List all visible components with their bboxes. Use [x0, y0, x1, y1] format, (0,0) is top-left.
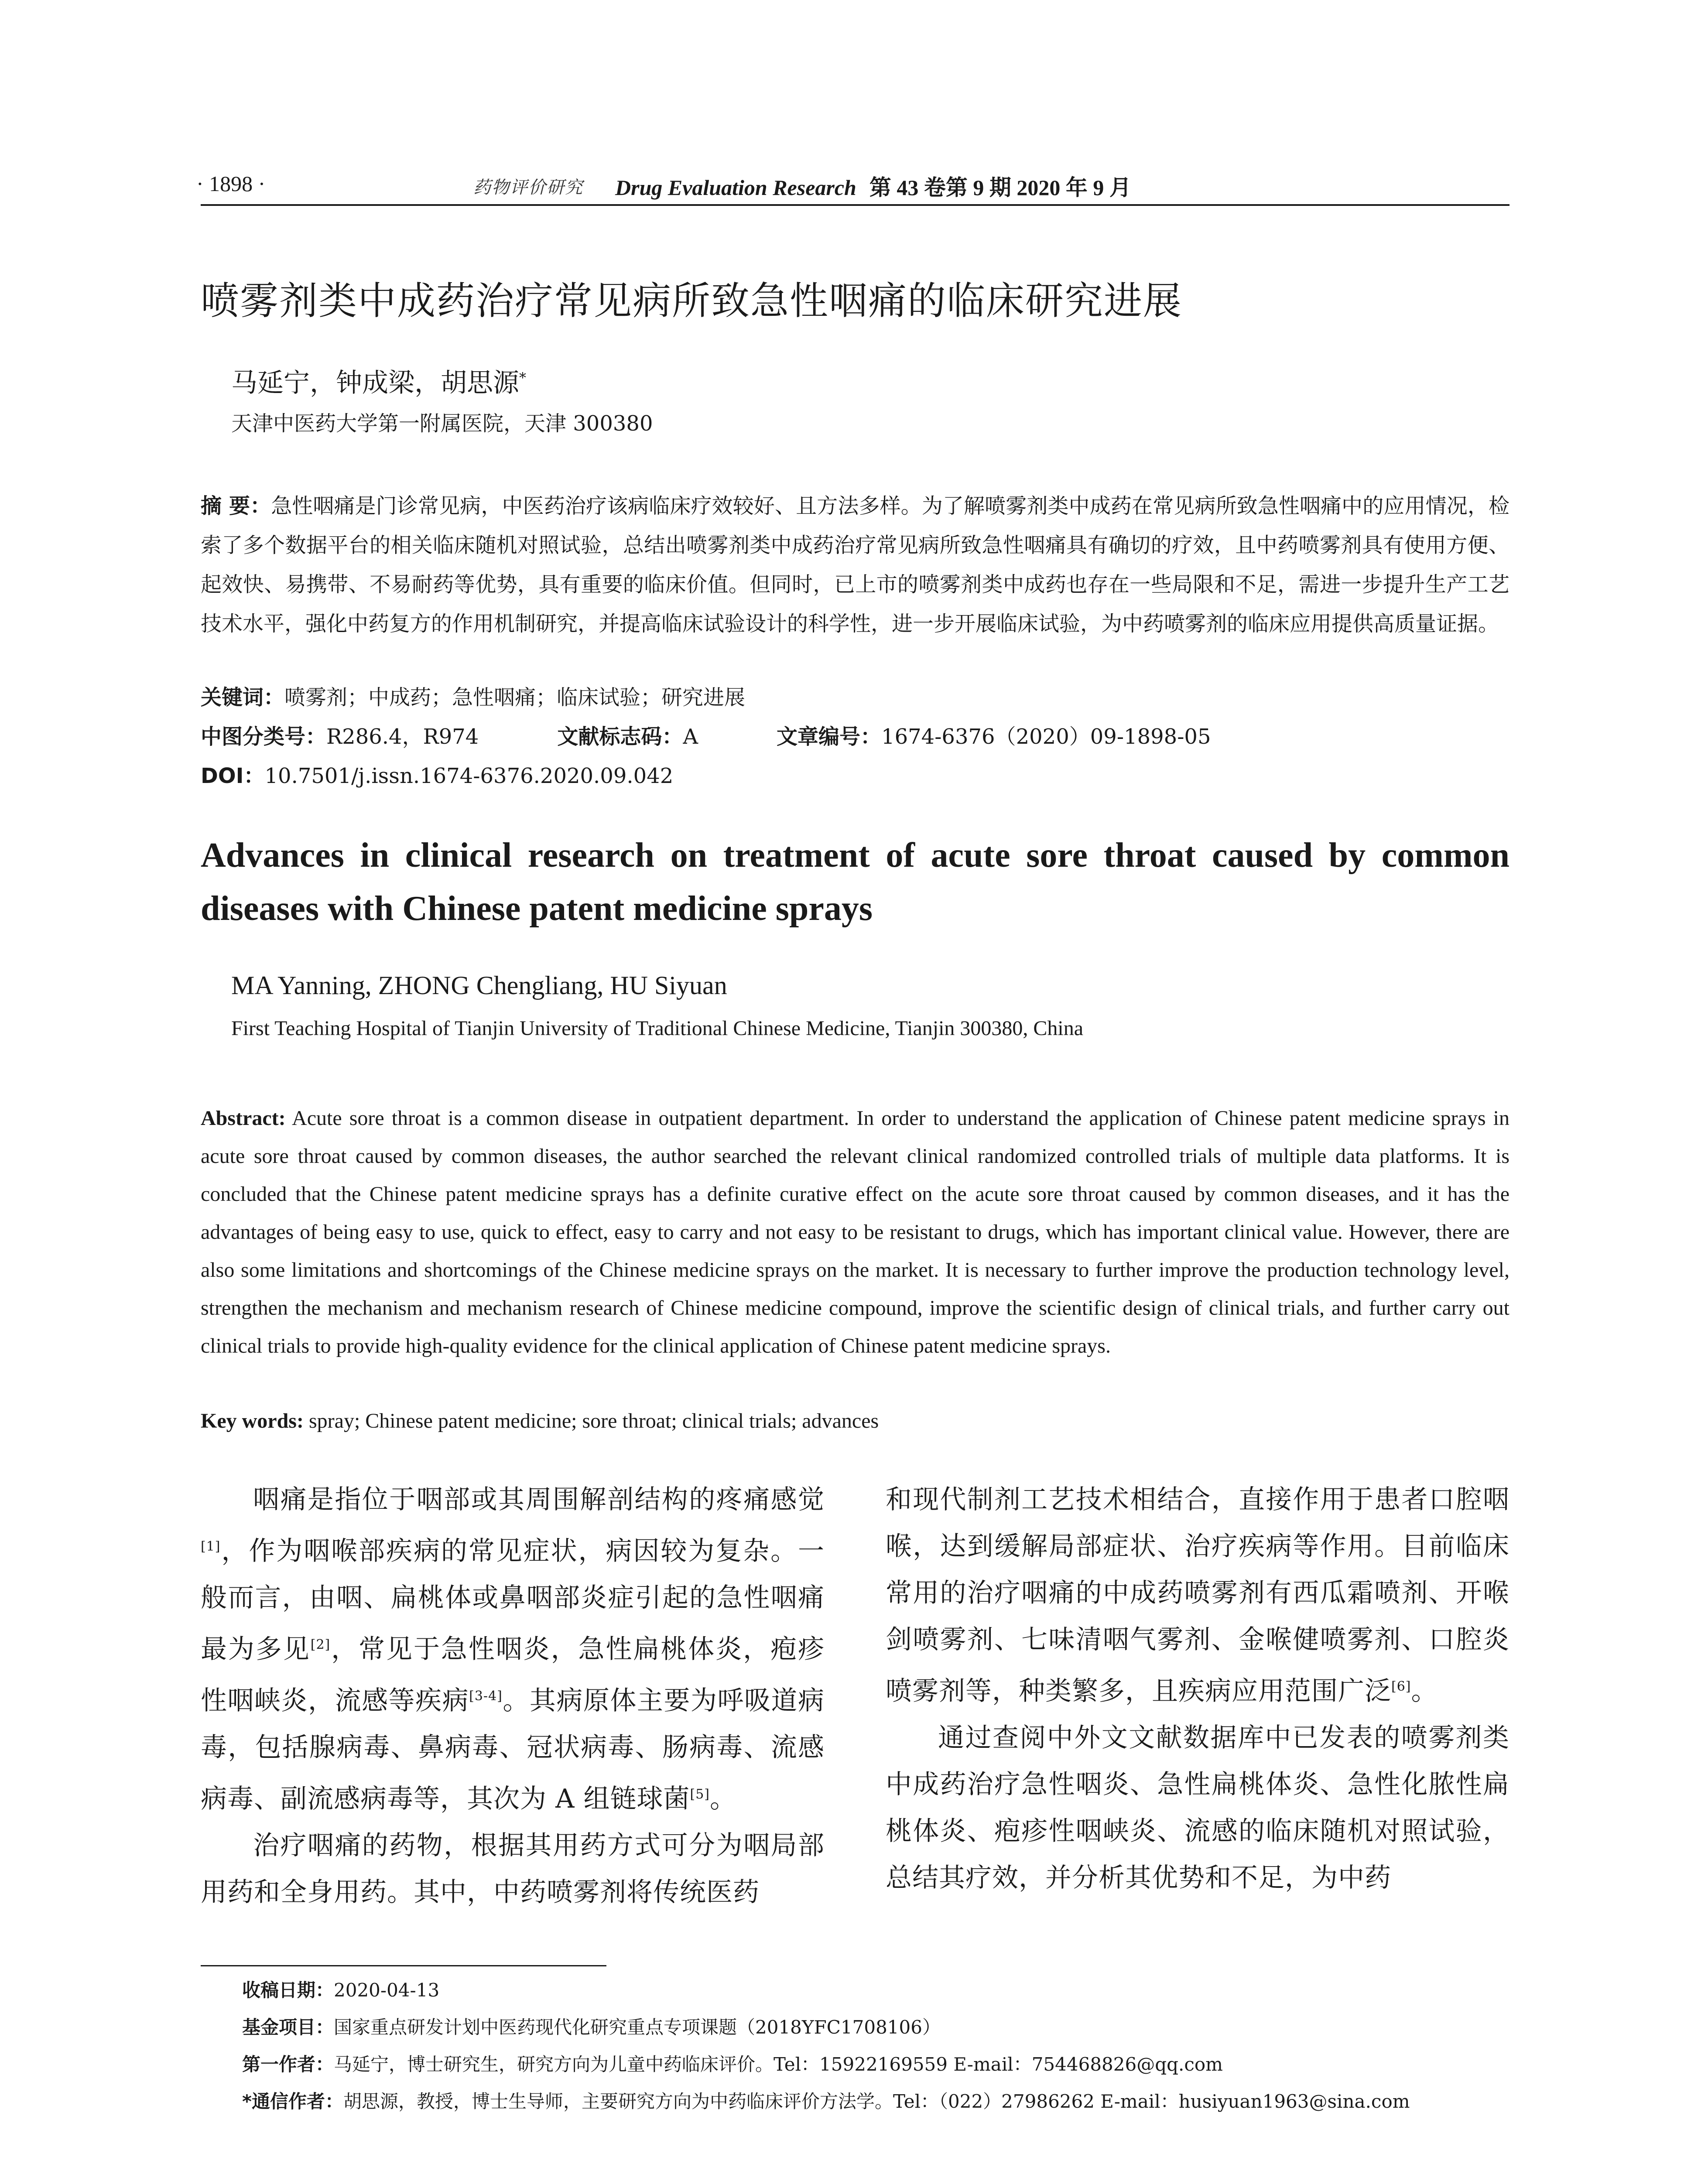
footnote-received [242, 1976, 439, 2002]
footnote-label: *通信作者： [242, 2091, 343, 2112]
cn-affiliation: 天津中医药大学第一附属医院，天津 300380 [231, 411, 653, 436]
footnote-first-author [242, 2050, 1223, 2076]
body-paragraph: 通过查阅中外文文献数据库中已发表的喷雾剂类中成药治疗急性咽炎、急性扁桃体炎、急性化脓性扁桃体炎、疱疹性咽峡炎、流感的临床随机对照试验，总结其疗效，并分析其优势和不足，为中药 [886, 1723, 1509, 1893]
citation-link[interactable]: [3-4] [469, 1689, 503, 1704]
en-keywords [201, 1409, 1509, 1433]
footnote-label: 第一作者： [242, 2054, 334, 2075]
doc-code-label: 文献标志码： [557, 725, 683, 749]
cn-keywords [201, 680, 745, 711]
citation-link[interactable]: [6] [1391, 1679, 1411, 1694]
body-text: 咽痛是指位于咽部或其周围解剖结构的疼痛感觉 [253, 1484, 825, 1515]
body-paragraph [201, 1477, 825, 1822]
en-abstract-text: Acute sore throat is a common disease in outpatient department. In order to understand the application of Chinese patent medicine sprays in acute sore throat caused by common diseases, the author searched the relevant clinical randomized controlled trials of multiple data platforms. It is concluded that the Chinese patent medicine sprays has a definite curative effect on the acute sore throat caused by common diseases, and it has the advantages of being easy to use, quick to effect, easy to carry and not easy to be resistant to drugs, which has important clinical value. However, there are also some limitations and shortcomings of the Chinese medicine sprays on the market. It is necessary to further improve the production technology level, strengthen the mechanism and mechanism research of Chinese medicine compound, improve the scientific design of clinical trials, and further carry out clinical trials to provide high-quality evidence for the clinical application of Chinese patent medicine sprays. [201, 1107, 1509, 1357]
en-title: Advances in clinical research on treatment of acute sore throat caused by common diseases with Chinese patent medicine sprays [201, 836, 1509, 928]
en-authors: MA Yanning, ZHONG Chengliang, HU Siyuan [231, 971, 727, 1000]
en-keywords-text: spray; Chinese patent medicine; sore throat; clinical trials; advances [308, 1409, 879, 1432]
citation-link[interactable]: [2] [310, 1637, 331, 1652]
cn-author-names: 马延宁，钟成梁，胡思源 [231, 368, 519, 398]
doi-label: DOI： [201, 764, 265, 788]
clc-label: 中图分类号： [201, 725, 327, 749]
cn-abstract-text: 急性咽痛是门诊常见病，中医药治疗该病临床疗效较好、且方法多样。为了解喷雾剂类中成药在常见病所致急性咽痛中的应用情况，检索了多个数据平台的相关临床随机对照试验，总结出喷雾剂类中成药治疗常见病所致急性咽痛具有确切的疗效，且中药喷雾剂具有使用方便、起效快、易携带、不易耐药等优势，具有重要的临床价值。但同时，已上市的喷雾剂类中成药也存在一些局限和不足，需进一步提升生产工艺技术水平，强化中药复方的作用机制研究，并提高临床试验设计的科学性，进一步开展临床试验，为中药喷雾剂的临床应用提供高质量证据。 [201, 494, 1509, 636]
cn-title: 喷雾剂类中成药治疗常见病所致急性咽痛的临床研究进展 [201, 278, 1183, 323]
cn-abstract [201, 486, 1509, 643]
body-paragraph: 治疗咽痛的药物，根据其用药方式可分为咽局部用药和全身用药。其中，中药喷雾剂将传统医药 [201, 1830, 825, 1908]
article-no-value: 1674-6376（2020）09-1898-05 [881, 725, 1211, 749]
doi-value: 10.7501/j.issn.1674-6376.2020.09.042 [264, 764, 674, 788]
footnote-rule [201, 1965, 606, 1966]
body-text: 和现代制剂工艺技术相结合，直接作用于患者口腔咽喉，达到缓解局部症状、治疗疾病等作用。目前临床常用的治疗咽痛的中成药喷雾剂有西瓜霜喷剂、开喉剑喷雾剂、七味清咽气雾剂、金喉健喷雾剂、口腔炎喷雾剂等，种类繁多，且疾病应用范围广泛 [886, 1484, 1509, 1706]
body-paragraph [886, 1477, 1509, 1715]
en-affiliation: First Teaching Hospital of Tianjin University of Traditional Chinese Medicine, Tianjin 300380, China [231, 1017, 1084, 1040]
page-number: · 1898 · [196, 171, 266, 196]
footnote-text: 马延宁，博士研究生，研究方向为儿童中药临床评价。Tel：15922169559 E-mail：754468826@qq.com [334, 2054, 1223, 2075]
body-text: ，作为咽喉部疾病的常见症状，病因较为复杂。一般而言，由咽、扁桃体或鼻咽部炎症引起的急性咽痛最为多见 [201, 1536, 825, 1665]
cn-keywords-text: 喷雾剂；中成药；急性咽痛；临床试验；研究进展 [284, 685, 746, 710]
footnote-corresponding [242, 2087, 1410, 2113]
body-column-right [886, 1477, 1509, 1901]
body-text: 。其病原体主要为呼吸道病毒，包括腺病毒、鼻病毒、冠状病毒、肠病毒、流感病毒、副流感病毒等，其次为 A 组链球菌 [201, 1685, 825, 1814]
clc-value: R286.4，R974 [326, 725, 479, 749]
body-text: 。 [1411, 1676, 1438, 1706]
body-column-left [201, 1477, 825, 1916]
en-keywords-label: Key words: [201, 1409, 304, 1432]
journal-issue: 第 43 卷第 9 期 2020 年 9 月 [869, 175, 1131, 200]
corresponding-mark: * [519, 369, 526, 386]
footnote-text: 胡思源，教授，博士生导师，主要研究方向为中药临床评价方法学。Tel：（022）27986262 E-mail：husiyuan1963@sina.com [343, 2091, 1410, 2112]
journal-header [615, 170, 1131, 202]
journal-logo: 药物评价研究 [473, 178, 583, 198]
footnote-label: 基金项目： [242, 2017, 334, 2038]
citation-link[interactable]: [1] [201, 1539, 221, 1554]
article-no-label: 文章编号： [777, 725, 882, 749]
en-abstract-label: Abstract: [201, 1107, 286, 1130]
citation-link[interactable]: [5] [690, 1787, 710, 1802]
body-text: ，常见于急性咽炎，急性扁桃体炎，疱疹性咽峡炎，流感等疾病 [201, 1634, 825, 1716]
journal-name-en: Drug Evaluation Research [615, 175, 856, 200]
footnote-text: 国家重点研发计划中医药现代化研究重点专项课题（2018YFC1708106） [334, 2017, 941, 2038]
footnote-text: 2020-04-13 [334, 1979, 440, 2001]
doi [201, 759, 673, 789]
cn-abstract-label: 摘 要： [201, 494, 271, 518]
doc-code-value: A [683, 725, 698, 749]
footnote-label: 收稿日期： [242, 1979, 334, 2001]
header-rule [201, 204, 1509, 206]
cn-classification [201, 720, 1509, 750]
footnote-fund [242, 2013, 941, 2039]
cn-keywords-label: 关键词： [201, 685, 285, 710]
en-abstract [201, 1099, 1509, 1365]
cn-authors [231, 362, 526, 400]
body-text: 。 [709, 1784, 736, 1814]
